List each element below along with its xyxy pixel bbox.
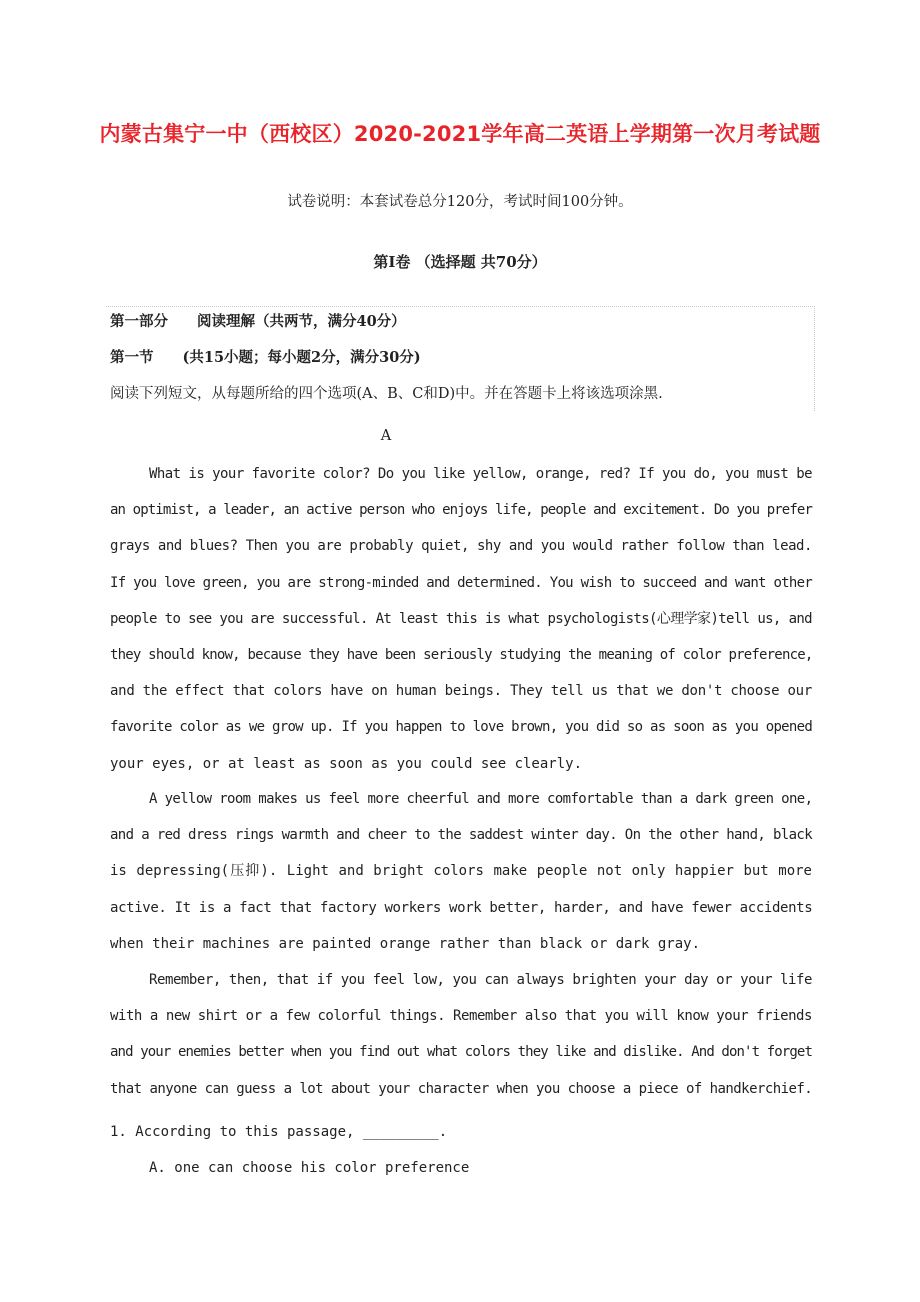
paragraph-line: is depressing(压抑). Light and bright colors make people not only happier but more <box>110 863 812 880</box>
exam-note: 试卷说明：本套试卷总分120分，考试时间100分钟。 <box>287 194 633 210</box>
paragraph-line: If you love green, you are strong-minded and determined. You wish to succeed and want other <box>110 574 813 591</box>
paragraph-line: and a red dress rings warmth and cheer to the saddest winter day. On the other hand, black <box>110 827 812 844</box>
question-1-stem: 1. According to this passage, _________. <box>110 1124 448 1140</box>
paragraph-line: grays and blues? Then you are probably quiet, shy and you would rather follow than lead. <box>110 538 812 555</box>
subsection-heading: 第一节 (共15小题；每小题2分，满分30分) <box>110 349 421 366</box>
exam-title: 内蒙古集宁一中（西校区）2020-2021学年高二英语上学期第一次月考试题 <box>99 122 821 146</box>
paragraph-line: favorite color as we grow up. If you happen to love brown, you did so as soon as you opened <box>110 719 813 736</box>
question-1-option-a: A. one can choose his color preference <box>149 1160 470 1176</box>
paragraph-line: your eyes, or at least as soon as you could see clearly. <box>110 755 583 772</box>
paragraph-line: Remember, then, that if you feel low, you can always brighten your day or your life <box>149 972 812 988</box>
paragraph-line: A yellow room makes us feel more cheerful and more comfortable than a dark green one, <box>149 791 813 807</box>
paragraph-1 <box>110 456 812 782</box>
paragraph-line: they should know, because they have been seriously studying the meaning of color preference, <box>110 647 813 664</box>
paragraph-line: and your enemies better when you find out what colors they like and dislike. And don't forget <box>110 1044 812 1061</box>
paragraph-line: active. It is a fact that factory workers work better, harder, and have fewer accidents <box>110 899 813 916</box>
paragraph-line: an optimist, a leader, an active person who enjoys life, people and excitement. Do you prefer <box>110 502 812 519</box>
paragraph-line: with a new shirt or a few colorful things. Remember also that you will know your friends <box>110 1008 812 1025</box>
paragraph-line: that anyone can guess a lot about your character when you choose a piece of handkerchief. <box>110 1080 813 1097</box>
paragraph-line: people to see you are successful. At least this is what psychologists(心理学家)tell us, and <box>110 610 812 627</box>
paragraph-line: and the effect that colors have on human beings. They tell us that we don't choose our <box>110 683 812 700</box>
passage-label: A <box>380 428 392 444</box>
reading-instruction: 阅读下列短文，从每题所给的四个选项(A、B、C和D)中。并在答题卡上将该选项涂黑. <box>110 386 663 402</box>
paragraph-line: when their machines are painted orange rather than black or dark gray. <box>110 935 701 952</box>
part-heading: 第一部分 阅读理解（共两节，满分40分） <box>110 313 406 330</box>
paragraph-2 <box>110 781 812 962</box>
volume-heading: 第Ⅰ卷 （选择题 共70分） <box>373 253 547 271</box>
paragraph-line: What is your favorite color? Do you like yellow, orange, red? If you do, you must be <box>149 466 812 482</box>
paragraph-3 <box>110 962 812 1107</box>
